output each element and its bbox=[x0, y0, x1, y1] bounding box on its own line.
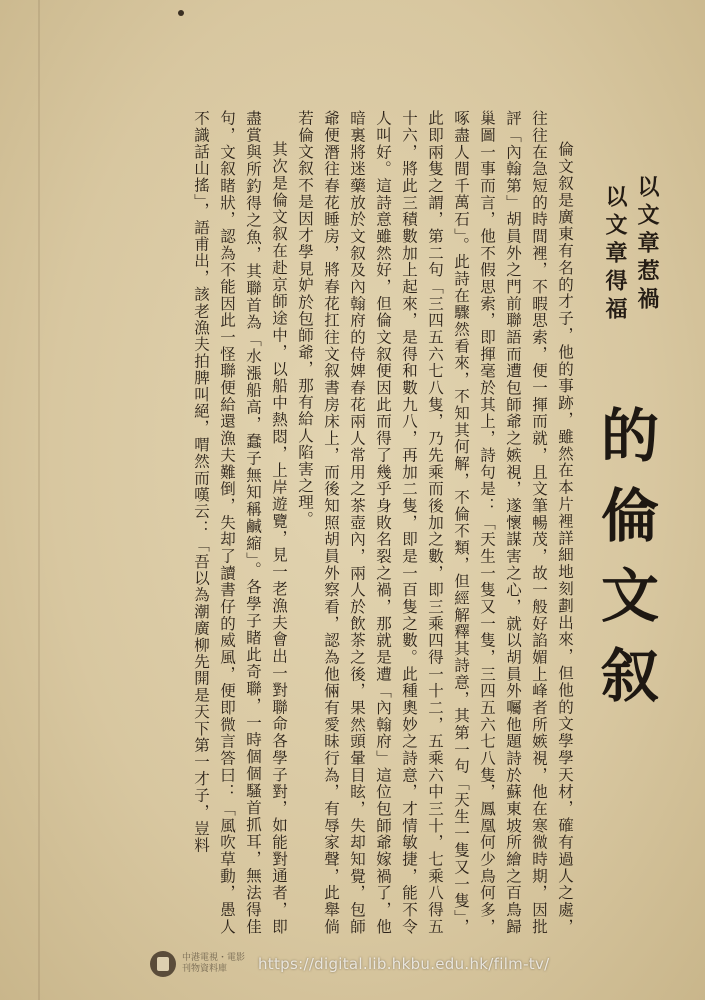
fold-crease bbox=[38, 0, 40, 1000]
subtitle-right: 以文章惹禍 bbox=[634, 175, 659, 315]
library-name-line1: 中港電視・電影 bbox=[182, 953, 246, 963]
library-url[interactable]: https://digital.lib.hkbu.edu.hk/film-tv/ bbox=[258, 955, 550, 973]
article-body bbox=[106, 110, 578, 935]
subtitle-left: 以文章得福 bbox=[602, 185, 627, 325]
article-title: 的倫文叙 bbox=[591, 405, 659, 725]
ink-speck bbox=[178, 10, 184, 16]
library-name bbox=[182, 953, 252, 975]
library-logo-icon bbox=[150, 951, 176, 977]
title-block bbox=[585, 175, 665, 735]
paragraph-1: 倫文叙是廣東有名的才子，他的事跡，雖然在本片裡詳細地刻劃出來，但他的文學學天材，確有過人之處，往往在急短的時間裡，不暇思索，便一揮而就，且文筆暢茂，故一般好諂媚上峰者所嫉視，他在寒微時期，因批評「內翰第」胡員外之門前聯語而遭包師爺之嫉視，遂懷謀害之心，就以胡員外囑他題詩於蘇東坡所繪之百鳥歸巢圖一事而言，他不假思索，即揮毫於其上，詩句是：「天生一隻又一隻，三四五六七八隻，鳳凰何少鳥何多，啄盡人間千萬石」。此詩在驟然看來，不知其何解，不倫不類，但經解釋其詩意，其第一句「天生一隻又一隻」，此即兩隻之謂，第二句「三四五六七八隻，乃先乘而後加之數，即三乘四得一十二，五乘六中三十，七乘八得五十六，將此三積數加上起來，是得和數九八，再加二隻，即是一百隻之數。此種奧妙之詩意，才情敏捷，能不令人叫好。這詩意雖然好，但倫文叙便因此而得了幾乎身敗名裂之禍，那就是遭「內翰府」這位包師爺嫁禍了，他暗裏將迷藥放於文叙及內翰府的侍婢春花兩人常用之茶壺內，兩人於飲茶之後，果然頭暈目眩，失却知覺，包師爺便潛往春花睡房，將春花扛往文叙書房床上，而後知照胡員外察看，認為他倆有愛昧行為，有辱家聲，此舉倘若倫文叙不是因才學見妒於包師爺，那有給人陷害之理。 bbox=[296, 110, 574, 935]
library-watermark bbox=[150, 946, 670, 982]
library-name-line2: 刊物資料庫 bbox=[182, 964, 228, 974]
paragraph-2: 其次是倫文叙在赴京師途中，以船中熱悶，上岸遊覽，見一老漁夫會出一對聯命各學子對，如能對通者，即盡賞與所釣得之魚，其聯首為「水漲船高，蠢子無知稱鹹縮」。各學子睹此奇聯，一時個個騷首抓耳，無法得佳句，文叙睹狀，認為不能因此一怪聯便給還漁夫難倒，失却了讀書仔的威風，便即微言答曰：「風吹草動，愚人不識話山搖」，語甫出，該老漁夫拍脾叫絕，喟然而嘆云：「吾以為潮廣柳先開是天下第一才子，豈料 bbox=[192, 110, 288, 935]
